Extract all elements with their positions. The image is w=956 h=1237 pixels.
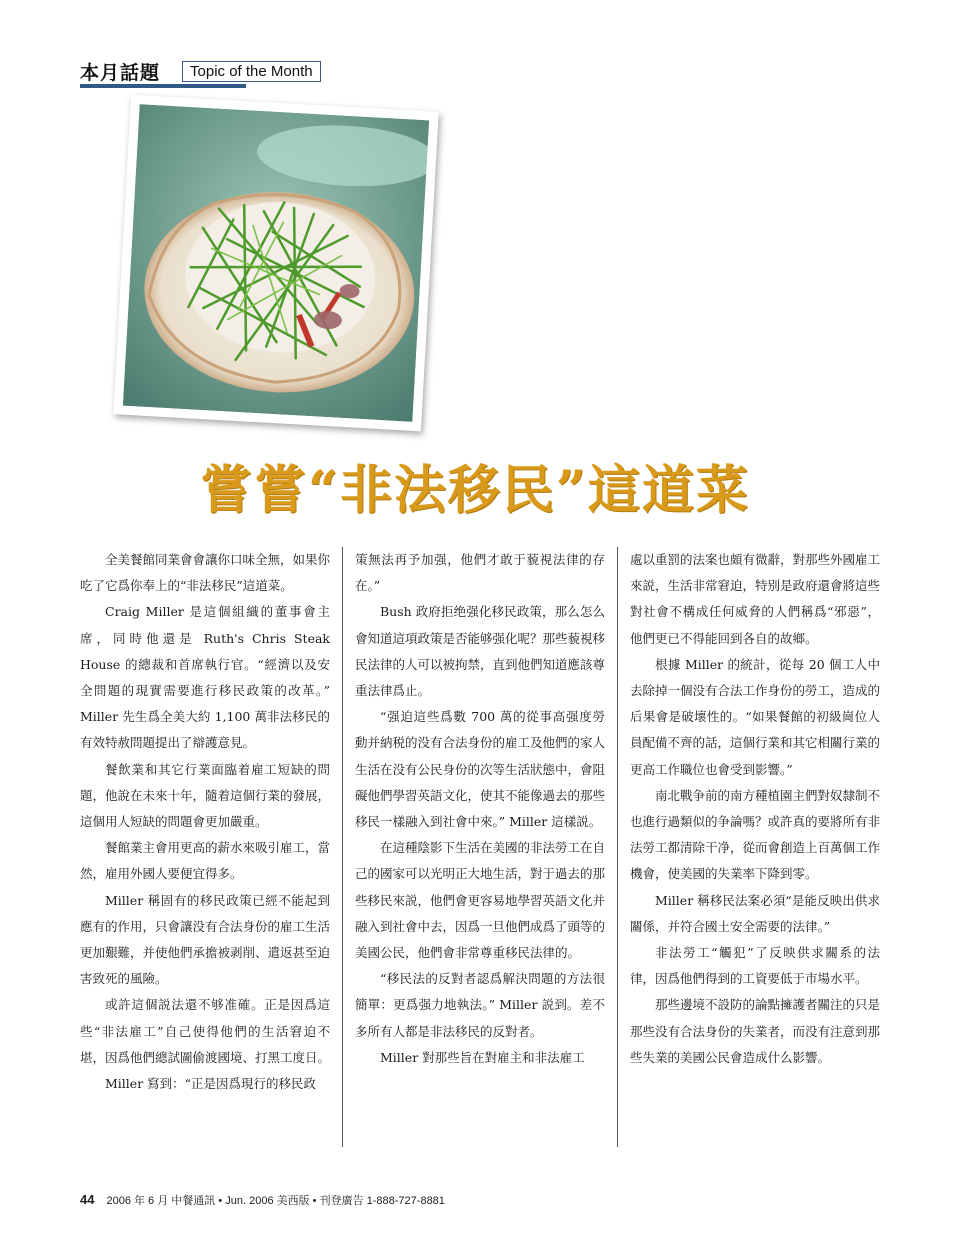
food-photo-image bbox=[123, 104, 429, 422]
paragraph: Miller 對那些旨在對雇主和非法雇工 bbox=[380, 1049, 585, 1065]
paragraph: 或許這個説法還不够准確。正是因爲這些“非法雇工”自己使得他們的生活窘迫不堪，因爲他們總試圖偷渡國境、打黑工度日。 bbox=[80, 997, 331, 1065]
section-header bbox=[80, 58, 321, 85]
food-photo bbox=[113, 95, 438, 432]
column-1 bbox=[80, 547, 330, 1157]
header-rule bbox=[80, 84, 246, 88]
paragraph: 策無法再予加强，他們才敢于藐視法律的存在。” bbox=[355, 552, 605, 594]
page-footer bbox=[80, 1192, 445, 1208]
paragraph: 全美餐館同業會會讓你口味全無，如果你吃了它爲你奉上的“非法移民”這道菜。 bbox=[80, 552, 331, 594]
column-divider bbox=[342, 547, 343, 1147]
paragraph: “移民法的反對者認爲解決問題的方法很簡單：更爲强力地執法。” Miller 説到。差不多所有人都是非法移民的反對者。 bbox=[355, 971, 605, 1039]
article-body bbox=[80, 547, 880, 1157]
column-3 bbox=[630, 547, 880, 1157]
paragraph: Miller 稱移民法案必須“是能反映出供求關係，并符合國土安全需要的法律。” bbox=[630, 892, 880, 934]
paragraph: “强迫這些爲數 700 萬的從事高强度勞動并納税的没有合法身份的雇工及他們的家人生活在没有公民身份的次等生活狀態中，會阻礙他們學習英語文化，使其不能像過去的那些移民一樣融入到社會中來。” Miller 這樣説。 bbox=[355, 709, 606, 830]
page-number: 44 bbox=[80, 1192, 95, 1207]
paragraph: Bush 政府拒绝强化移民政策，那么怎么會知道這項政策是否能够强化呢？那些藐視移民法律的人可以被拘禁，直到他們知道應該尊重法律爲止。 bbox=[355, 604, 606, 699]
section-label-zh: 本月話題 bbox=[80, 62, 161, 84]
paragraph: 根據 Miller 的統計，從每 20 個工人中去除掉一個没有合法工作身份的勞工，造成的后果會是破壞性的。“如果餐館的初級崗位人員配備不齊的話，這個行業和其它相關行業的更高工作職位也會受到影響。” bbox=[630, 656, 881, 777]
paragraph: 餐飲業和其它行業面臨着雇工短缺的問題，他說在未來十年，隨着這個行業的發展，這個用人短缺的問題會更加嚴重。 bbox=[80, 761, 331, 830]
section-label-en: Topic of the Month bbox=[182, 61, 321, 82]
paragraph: 那些邊境不設防的論點擁護者關注的只是那些没有合法身份的失業者，而没有注意到那些失業的美國公民會造成什么影響。 bbox=[630, 997, 881, 1065]
paragraph: Craig Miller 是這個組織的董事會主席，同時他還是 Ruth's Chris Steak House 的總裁和首席執行官。“經濟以及安全問題的現實需要進行移民政策的改革。” Miller 先生爲全美大約 1,100 萬非法移民的有效特赦問題提出了辯護意見。 bbox=[80, 604, 330, 751]
paragraph: 處以重罰的法案也頗有微辭，對那些外國雇工來説，生活非常窘迫，特别是政府還會將這些對社會不構成任何威脅的人們稱爲“邪惡”，他們更已不得能回到各自的故鄉。 bbox=[630, 552, 881, 646]
paragraph: Miller 稱固有的移民政策已經不能起到應有的作用，只會讓没有合法身份的雇工生活更加艱難，并使他們承擔被剥削、遣返甚至迫害致死的風險。 bbox=[80, 892, 331, 987]
issue-info: 2006 年 6 月 中餐通訊 • Jun. 2006 美西版 • 刊登廣告 1-888-727-8881 bbox=[106, 1195, 445, 1207]
paragraph: Miller 寫到：“正是因爲現行的移民政 bbox=[105, 1076, 317, 1092]
article-title: 嘗嘗“非法移民”這道菜 bbox=[200, 460, 750, 521]
paragraph: 非法勞工“觸犯”了反映供求關系的法律，因爲他們得到的工資要低于市場水平。 bbox=[630, 945, 880, 987]
column-divider bbox=[617, 547, 618, 1147]
paragraph: 在這種陰影下生活在美國的非法勞工在自己的國家可以光明正大地生活，對于過去的那些移民來説，他們會更容易地學習英語文化并融入到社會中去，因爲一旦他們成爲了頭等的美國公民，他們會非常尊重移民法律的。 bbox=[355, 840, 606, 961]
column-2 bbox=[355, 547, 605, 1157]
paragraph: 南北戰争前的南方種植園主們對奴隸制不也進行過類似的争論嗎？或許真的要將所有非法勞工都清除干净，從而會創造上百萬個工作機會，使美國的失業率下降到零。 bbox=[630, 787, 881, 882]
paragraph: 餐館業主會用更高的薪水來吸引雇工，當然，雇用外國人要便宜得多。 bbox=[80, 840, 331, 882]
